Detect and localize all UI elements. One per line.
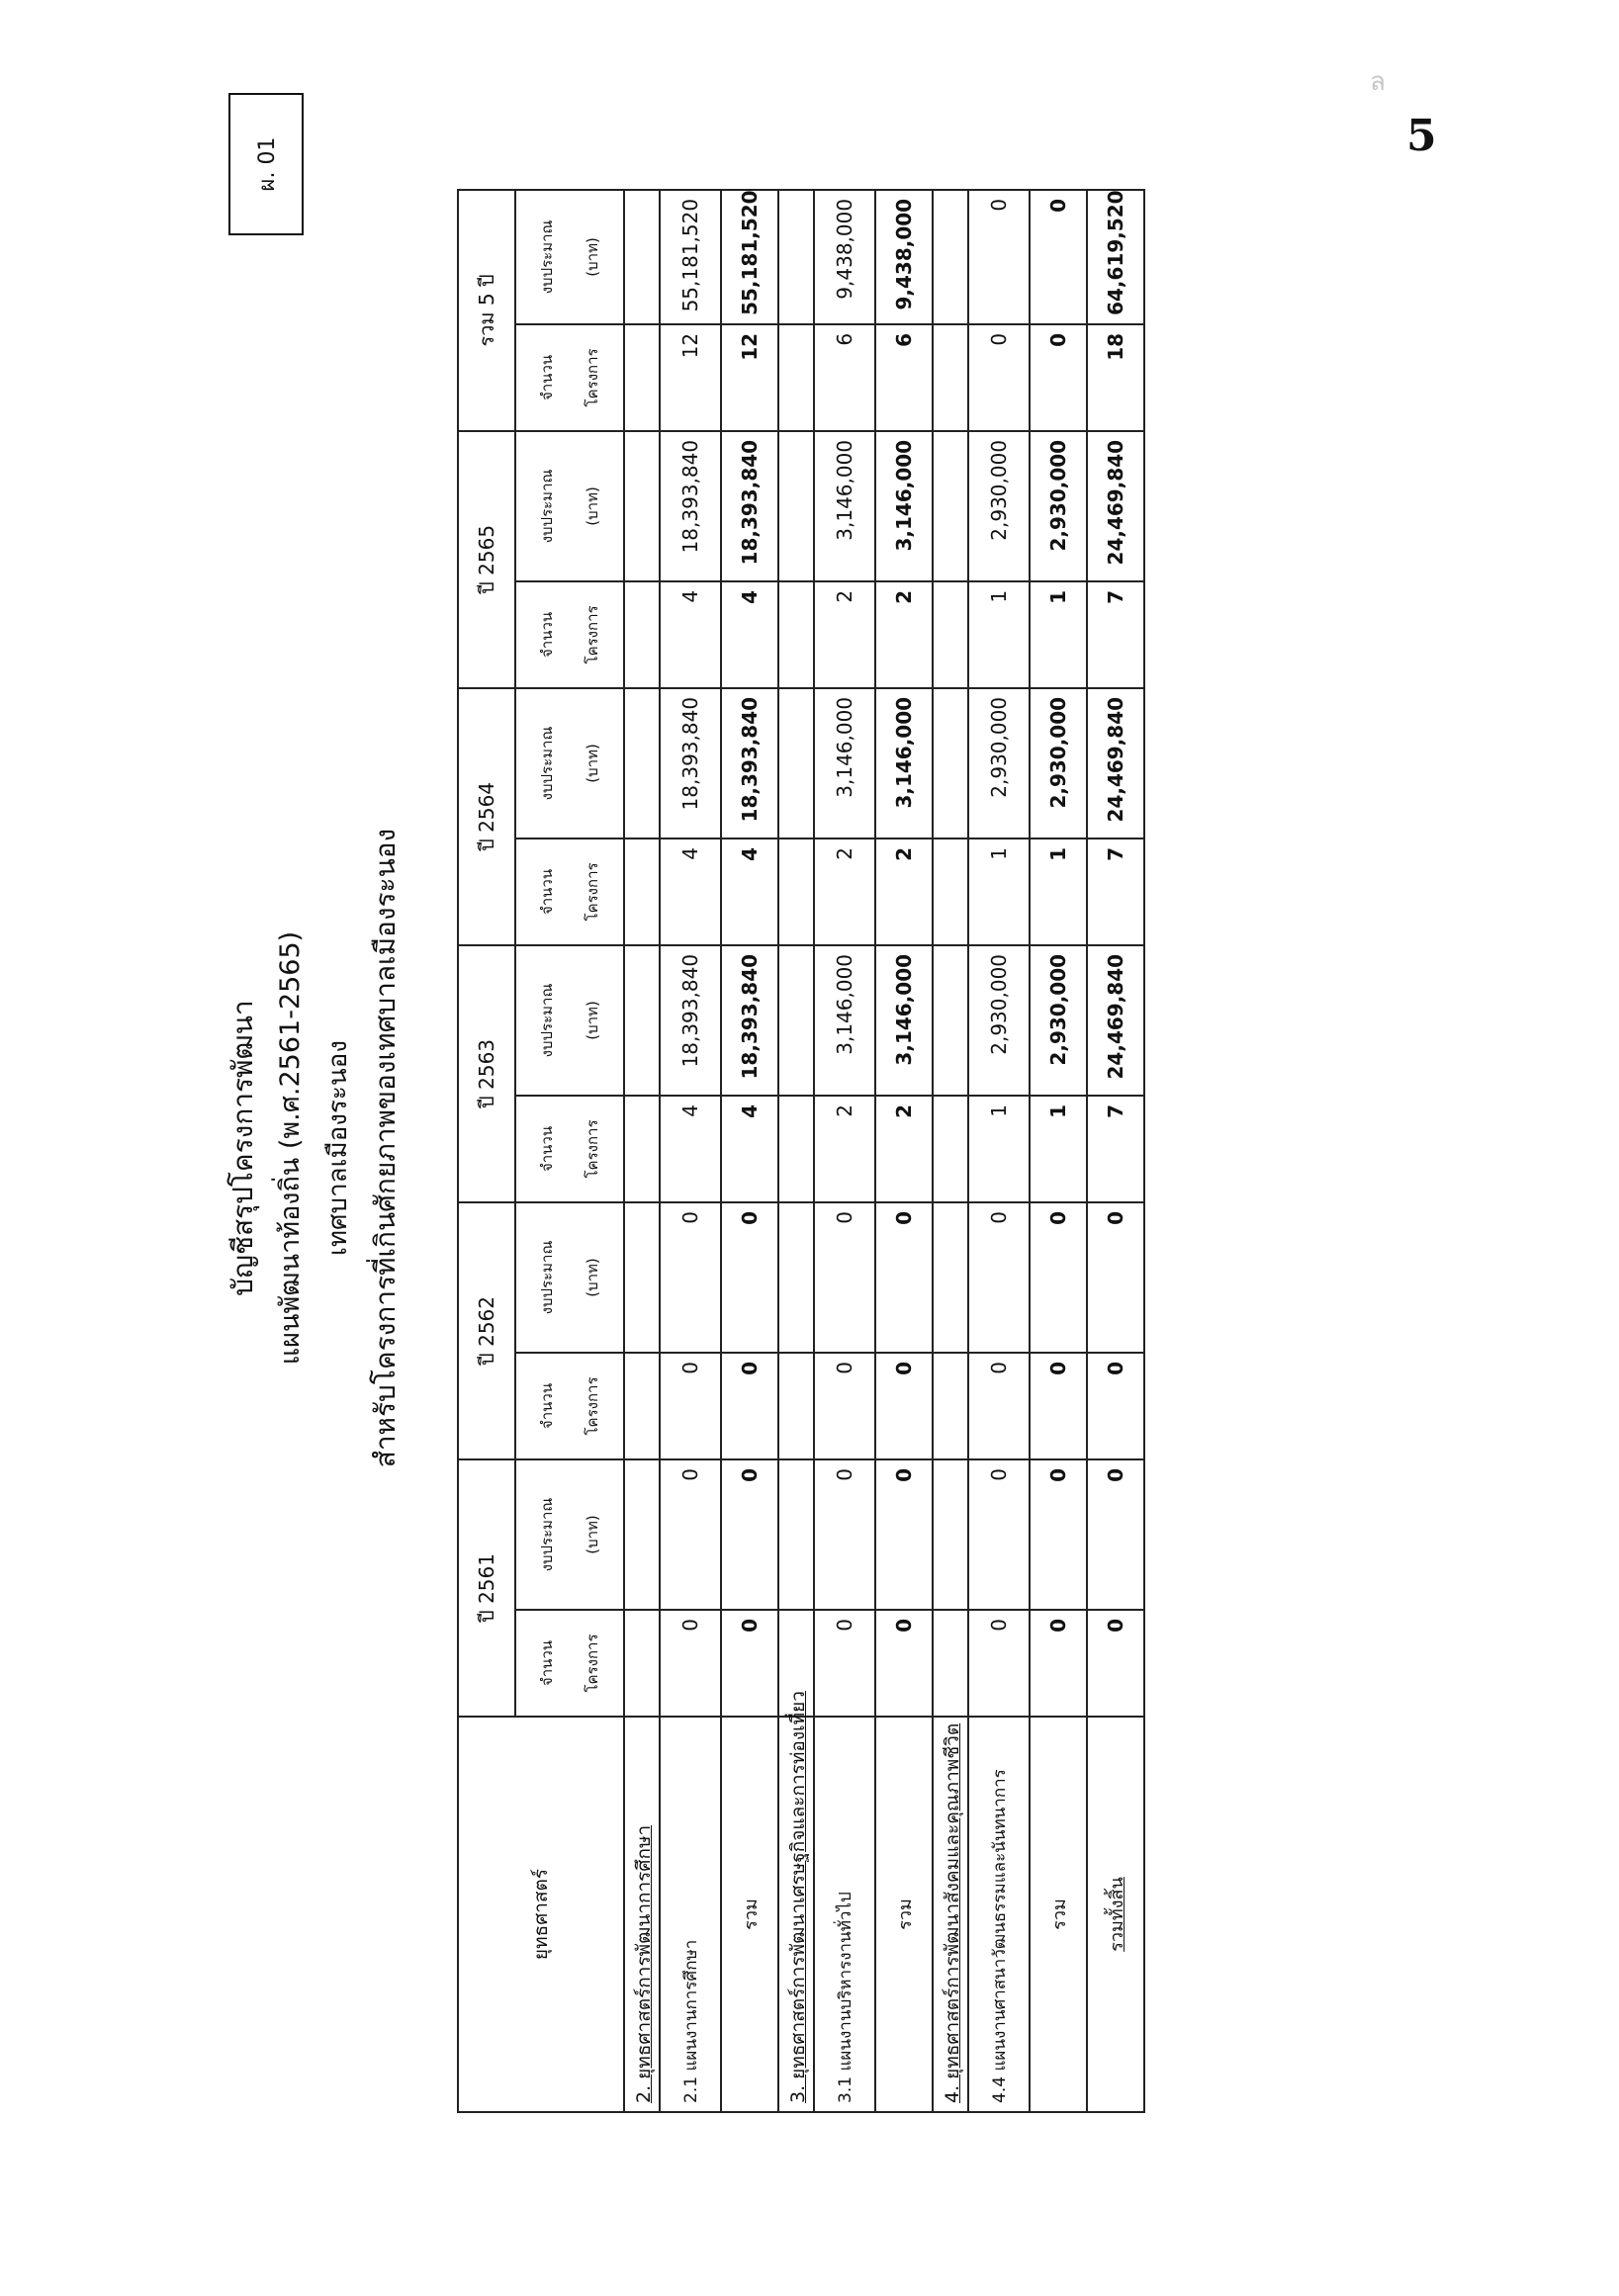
cell-budget: 0 [814, 1202, 875, 1353]
cell-count: 12 [660, 324, 721, 431]
strategy-title-row [778, 190, 814, 2112]
cell-count: 0 [1087, 1610, 1144, 1717]
cell-budget: 0 [968, 190, 1030, 324]
cell-budget: 9,438,000 [814, 190, 875, 324]
strategy-title: 4. ยุทธศาสตร์การพัฒนาสังคมและคุณภาพชีวิต [933, 1717, 968, 2112]
cell-budget: 3,146,000 [814, 431, 875, 581]
cell-budget: 18,393,840 [660, 688, 721, 839]
subtotal-row [875, 190, 933, 2112]
header-budget: งบประมาณ (บาท) [515, 190, 624, 324]
header-count: จำนวน โครงการ [515, 1353, 624, 1459]
heading-block [220, 0, 409, 2296]
cell-count: 2 [814, 839, 875, 945]
cell-budget: 18,393,840 [660, 431, 721, 581]
cell-count: 0 [968, 324, 1030, 431]
plan-label: 3.1 แผนงานบริหารงานทั่วไป [814, 1717, 875, 2112]
cell-count: 2 [875, 581, 933, 688]
strategy-title-row [624, 190, 660, 2112]
cell-count: 7 [1087, 1096, 1144, 1202]
cell-count: 18 [1087, 324, 1144, 431]
cell-count: 0 [875, 1353, 933, 1459]
cell-count: 1 [1030, 839, 1087, 945]
header-count: จำนวน โครงการ [515, 1096, 624, 1202]
cell-count: 0 [1030, 1353, 1087, 1459]
cell-count: 4 [660, 839, 721, 945]
cell-budget: 24,469,840 [1087, 431, 1144, 581]
cell-budget: 9,438,000 [875, 190, 933, 324]
cell-budget: 18,393,840 [721, 688, 778, 839]
strategy-title-row [933, 190, 968, 2112]
cell-budget: 2,930,000 [968, 945, 1030, 1096]
plan-label: 2.1 แผนงานการศึกษา [660, 1717, 721, 2112]
header-budget: งบประมาณ (บาท) [515, 1202, 624, 1353]
cell-budget: 2,930,000 [968, 431, 1030, 581]
form-code: ผ. 01 [228, 93, 304, 235]
cell-budget: 0 [968, 1202, 1030, 1353]
subtotal-row [721, 190, 778, 2112]
cell-budget: 0 [660, 1459, 721, 1610]
cell-count: 0 [968, 1610, 1030, 1717]
strategy-title: 2. ยุทธศาสตร์การพัฒนาการศึกษา [624, 1717, 660, 2112]
cell-budget: 3,146,000 [875, 945, 933, 1096]
header-budget: งบประมาณ (บาท) [515, 945, 624, 1096]
cell-budget: 0 [1030, 190, 1087, 324]
subtotal-row [1030, 190, 1087, 2112]
header-count: จำนวน โครงการ [515, 1610, 624, 1717]
cell-count: 1 [1030, 581, 1087, 688]
cell-count: 1 [968, 839, 1030, 945]
heading-municipality: เทศบาลเมืองระนอง [323, 1040, 353, 1256]
cell-budget: 24,469,840 [1087, 945, 1144, 1096]
cell-budget: 0 [1087, 1202, 1144, 1353]
cell-count: 2 [875, 839, 933, 945]
cell-count: 0 [660, 1610, 721, 1717]
cell-budget: 55,181,520 [721, 190, 778, 324]
header-count: จำนวน โครงการ [515, 324, 624, 431]
plan-label: 4.4 แผนงานศาสนาวัฒนธรรมและนันทนาการ [968, 1717, 1030, 2112]
cell-budget: 0 [875, 1202, 933, 1353]
cell-count: 12 [721, 324, 778, 431]
cell-count: 0 [721, 1353, 778, 1459]
cell-count: 2 [875, 1096, 933, 1202]
cell-budget: 2,930,000 [1030, 945, 1087, 1096]
header-year-2564: ปี 2564 [458, 688, 515, 945]
cell-budget: 0 [660, 1202, 721, 1353]
plan-row [660, 190, 721, 2112]
cell-budget: 0 [721, 1459, 778, 1610]
cell-count: 0 [875, 1610, 933, 1717]
grand-total-label: รวมทั้งสิ้น [1087, 1717, 1144, 2112]
cell-budget: 18,393,840 [660, 945, 721, 1096]
heading-scope: สำหรับโครงการที่เกินศักยภาพของเทศบาลเมืองระนอง [369, 828, 402, 1468]
page-number: 5 [1406, 111, 1437, 161]
cell-count: 7 [1087, 581, 1144, 688]
header-total-5-years: รวม 5 ปี [458, 190, 515, 431]
cell-budget: 3,146,000 [814, 688, 875, 839]
cell-budget: 3,146,000 [875, 688, 933, 839]
cell-budget: 0 [1087, 1459, 1144, 1610]
cell-budget: 3,146,000 [875, 431, 933, 581]
cell-count: 4 [721, 839, 778, 945]
cell-count: 0 [814, 1610, 875, 1717]
cell-count: 4 [660, 581, 721, 688]
header-count: จำนวน โครงการ [515, 839, 624, 945]
cell-budget: 64,619,520 [1087, 190, 1144, 324]
cell-budget: 0 [1030, 1459, 1087, 1610]
cell-budget: 55,181,520 [660, 190, 721, 324]
header-year-2561: ปี 2561 [458, 1459, 515, 1717]
cell-count: 2 [814, 581, 875, 688]
cell-count: 0 [721, 1610, 778, 1717]
cell-count: 6 [814, 324, 875, 431]
cell-budget: 18,393,840 [721, 945, 778, 1096]
header-year-2565: ปี 2565 [458, 431, 515, 688]
header-count: จำนวน โครงการ [515, 581, 624, 688]
heading-title: บัญชีสรุปโครงการพัฒนา [226, 1000, 259, 1296]
summary-table [457, 189, 1145, 2113]
cell-budget: 2,930,000 [1030, 431, 1087, 581]
header-strategy: ยุทธศาสตร์ [458, 1717, 624, 2112]
cell-budget: 0 [1030, 1202, 1087, 1353]
cell-count: 1 [968, 1096, 1030, 1202]
cell-count: 1 [968, 581, 1030, 688]
cell-budget: 18,393,840 [721, 431, 778, 581]
cell-count: 7 [1087, 839, 1144, 945]
cell-count: 0 [814, 1353, 875, 1459]
cell-budget: 0 [721, 1202, 778, 1353]
plan-row [968, 190, 1030, 2112]
corner-mark: ล [1370, 67, 1386, 97]
grand-total-row [1087, 190, 1144, 2112]
cell-count: 4 [721, 581, 778, 688]
subtotal-label: รวม [875, 1717, 933, 2112]
header-budget: งบประมาณ (บาท) [515, 688, 624, 839]
header-year-2562: ปี 2562 [458, 1202, 515, 1459]
heading-plan-period: แผนพัฒนาท้องถิ่น (พ.ศ.2561-2565) [275, 930, 306, 1366]
cell-count: 2 [814, 1096, 875, 1202]
cell-budget: 3,146,000 [814, 945, 875, 1096]
cell-count: 0 [1087, 1353, 1144, 1459]
cell-count: 6 [875, 324, 933, 431]
cell-count: 0 [1030, 324, 1087, 431]
cell-count: 4 [721, 1096, 778, 1202]
strategy-title: 3. ยุทธศาสตร์การพัฒนาเศรษฐกิจและการท่องเที่ยว [778, 1717, 814, 2112]
cell-count: 0 [1030, 1610, 1087, 1717]
cell-count: 0 [968, 1353, 1030, 1459]
subtotal-label: รวม [1030, 1717, 1087, 2112]
cell-budget: 0 [814, 1459, 875, 1610]
header-budget: งบประมาณ (บาท) [515, 1459, 624, 1610]
plan-row [814, 190, 875, 2112]
cell-budget: 0 [875, 1459, 933, 1610]
header-budget: งบประมาณ (บาท) [515, 431, 624, 581]
header-row-years [458, 190, 515, 2112]
subtotal-label: รวม [721, 1717, 778, 2112]
cell-budget: 0 [968, 1459, 1030, 1610]
cell-budget: 2,930,000 [1030, 688, 1087, 839]
cell-count: 0 [660, 1353, 721, 1459]
cell-budget: 2,930,000 [968, 688, 1030, 839]
cell-count: 4 [660, 1096, 721, 1202]
header-year-2563: ปี 2563 [458, 945, 515, 1202]
cell-budget: 24,469,840 [1087, 688, 1144, 839]
cell-count: 1 [1030, 1096, 1087, 1202]
